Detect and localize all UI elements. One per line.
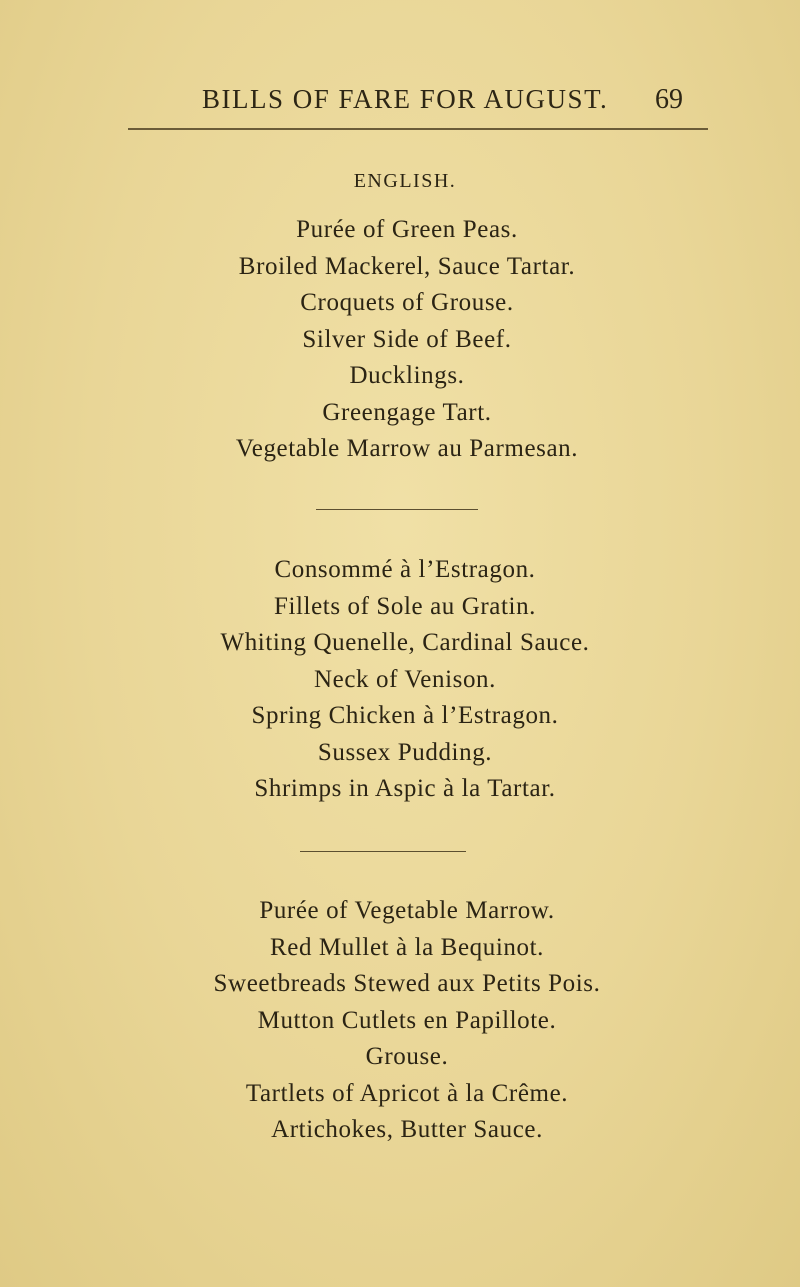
menu-item: Croquets of Grouse. <box>300 289 514 316</box>
menu-item: Silver Side of Beef. <box>302 325 512 353</box>
menu-item: Ducklings. <box>349 362 465 389</box>
menu-item: Neck of Venison. <box>313 665 497 693</box>
menu-item: Grouse. <box>365 1043 449 1070</box>
menu-item: Fillets of Sole au Gratin. <box>273 592 537 620</box>
running-head <box>0 84 800 124</box>
menu-item: Greengage Tart. <box>322 398 492 426</box>
running-title: BILLS OF FARE FOR AUGUST. <box>202 84 609 114</box>
menu-item: Purée of Green Peas. <box>296 216 518 243</box>
menu-item: Red Mullet à la Bequinot. <box>270 933 544 961</box>
section-divider <box>316 509 478 510</box>
menu-item: Spring Chicken à l’Estragon. <box>251 702 559 729</box>
menu-item: Consommé à l’Estragon. <box>274 556 536 583</box>
menu-item: Sweetbreads Stewed aux Petits Pois. <box>213 970 601 997</box>
section-label: ENGLISH. <box>353 170 457 192</box>
bill-of-fare-2 <box>0 552 800 808</box>
bill-of-fare-3 <box>0 893 800 1149</box>
bill-of-fare-1 <box>0 212 800 468</box>
menu-item: Artichokes, Butter Sauce. <box>271 1116 543 1143</box>
menu-item: Vegetable Marrow au Parmesan. <box>235 435 579 462</box>
page-number: 69 <box>655 84 683 115</box>
section-divider <box>300 851 466 852</box>
menu-item: Whiting Quenelle, Cardinal Sauce. <box>220 629 590 656</box>
menu-item: Purée of Vegetable Marrow. <box>259 897 555 924</box>
menu-item: Sussex Pudding. <box>317 738 493 766</box>
menu-item: Tartlets of Apricot à la Crême. <box>245 1079 569 1107</box>
header-rule <box>128 128 708 130</box>
menu-item: Shrimps in Aspic à la Tartar. <box>254 775 556 802</box>
menu-item: Broiled Mackerel, Sauce Tartar. <box>238 252 576 280</box>
menu-item: Mutton Cutlets en Papillote. <box>257 1006 557 1034</box>
